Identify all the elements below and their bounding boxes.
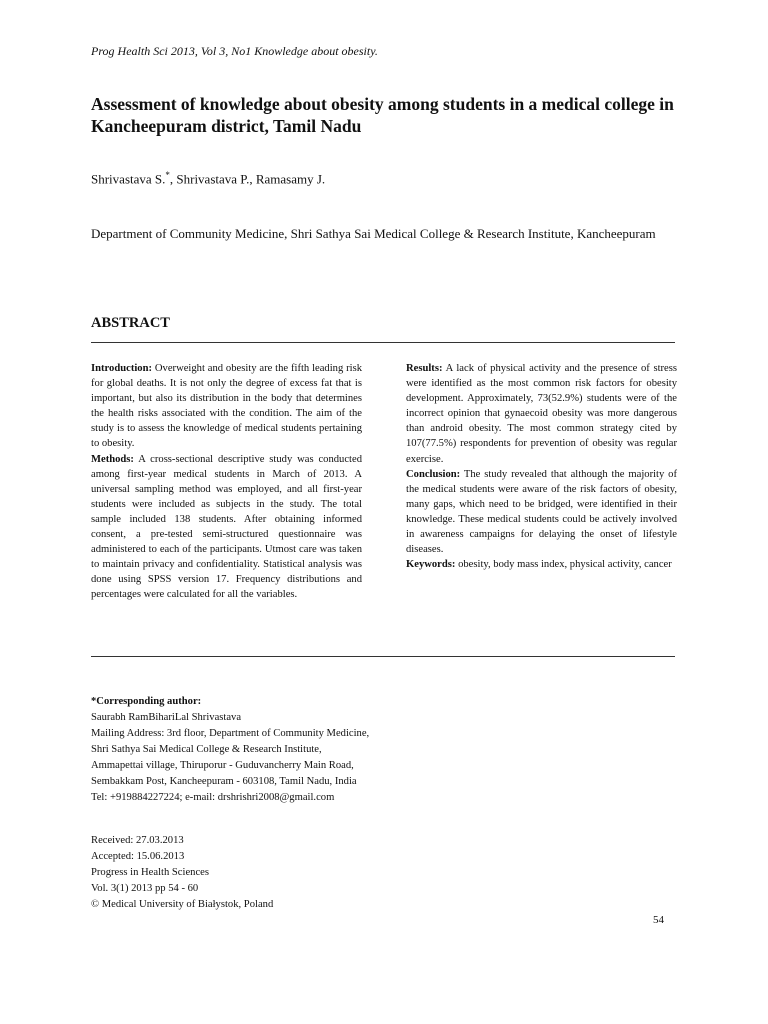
page-number: 54 [653, 914, 664, 926]
abstract-heading: ABSTRACT [91, 315, 170, 331]
corresponding-author-block [91, 694, 369, 806]
keywords-text: obesity, body mass index, physical activity, cancer [455, 559, 672, 571]
volume-info: Vol. 3(1) 2013 pp 54 - 60 [91, 883, 199, 894]
abstract-results [406, 361, 677, 467]
first-author: Shrivastava S. [91, 171, 166, 187]
corresponding-mark: * [165, 170, 170, 180]
abstract-right-column [406, 361, 677, 572]
results-label: Results: [406, 363, 443, 374]
keywords-label: Keywords: [406, 559, 456, 571]
mailing-address-line: Ammapettai village, Thiruporur - Guduvancherry Main Road, [91, 760, 354, 771]
journal-name: Progress in Health Sciences [91, 867, 209, 878]
abstract-keywords [406, 557, 677, 572]
abstract-conclusion [406, 467, 677, 558]
results-text: A lack of physical activity and the presence of stress were identified as the most common risk factors for obesity development. Approximately, 73(52.9%) students were of the incorrect opinion that gynaecoid obesity was more dangerous than android obesity. The most common strategy cited by 107(77.5%) respondents for prevention of obesity was regular exercise. [406, 363, 677, 465]
abstract-left-column [91, 361, 362, 603]
conclusion-text: The study revealed that although the majority of the medical students were aware of the risk factors of obesity, many gaps, which need to be bridged, were identified in their knowledge. These medical students could be actively involved in awareness campaigns for delaying the onset of lifestyle diseases. [406, 468, 677, 556]
author-list [91, 170, 325, 187]
abstract-top-divider [91, 342, 675, 343]
conclusion-label: Conclusion: [406, 468, 461, 480]
methods-text: A cross-sectional descriptive study was conducted among first-year medical students in March of 2013. A universal sampling method was employed, and all first-year students were included as subjects in the study. The total sample included 138 students. After obtaining informed consent, a pre-tested semi-structured questionnaire was administered to each of the participants. Utmost care was taken to maintain privacy and confidentiality. Statistical analysis was done using SPSS version 17. Frequency distributions and percentages were calculated for all the variables. [91, 453, 362, 601]
mailing-address-line: Mailing Address: 3rd floor, Department of Community Medicine, [91, 728, 370, 739]
introduction-text: Overweight and obesity are the fifth leading risk for global deaths. It is not only the degree of excess fat that is important, but also its distribution in the body that determines the health risks associated with the condition. The aim of the study is to assess the knowledge of medical students pertaining to obesity. [91, 363, 362, 450]
abstract-methods [91, 452, 362, 603]
corresponding-author-name: Saurabh RamBihariLal Shrivastava [91, 712, 242, 723]
abstract-introduction [91, 361, 362, 452]
abstract-bottom-divider [91, 656, 675, 657]
corresponding-author-heading: *Corresponding author: [91, 696, 202, 707]
publication-info [91, 833, 273, 913]
mailing-address-line: Sembakkam Post, Kancheepuram - 603108, Tamil Nadu, India [91, 776, 357, 787]
other-authors: , Shrivastava P., Ramasamy J. [169, 171, 326, 187]
running-head: Prog Health Sci 2013, Vol 3, No1 Knowledge about obesity. [91, 44, 378, 58]
mailing-address-line: Shri Sathya Sai Medical College & Research Institute, [91, 744, 322, 755]
affiliation: Department of Community Medicine, Shri Sathya Sai Medical College & Research Institute, Kancheepuram [91, 226, 656, 241]
contact-line: Tel: +919884227224; e-mail: drshrishri2008@gmail.com [91, 792, 335, 803]
methods-label: Methods: [91, 453, 134, 465]
copyright-line: © Medical University of Białystok, Poland [91, 899, 274, 910]
accepted-date: Accepted: 15.06.2013 [91, 851, 185, 862]
received-date: Received: 27.03.2013 [91, 835, 184, 846]
introduction-label: Introduction: [91, 363, 153, 374]
article-title: Assessment of knowledge about obesity among students in a medical college in Kancheepuram district, Tamil Nadu [91, 94, 674, 136]
